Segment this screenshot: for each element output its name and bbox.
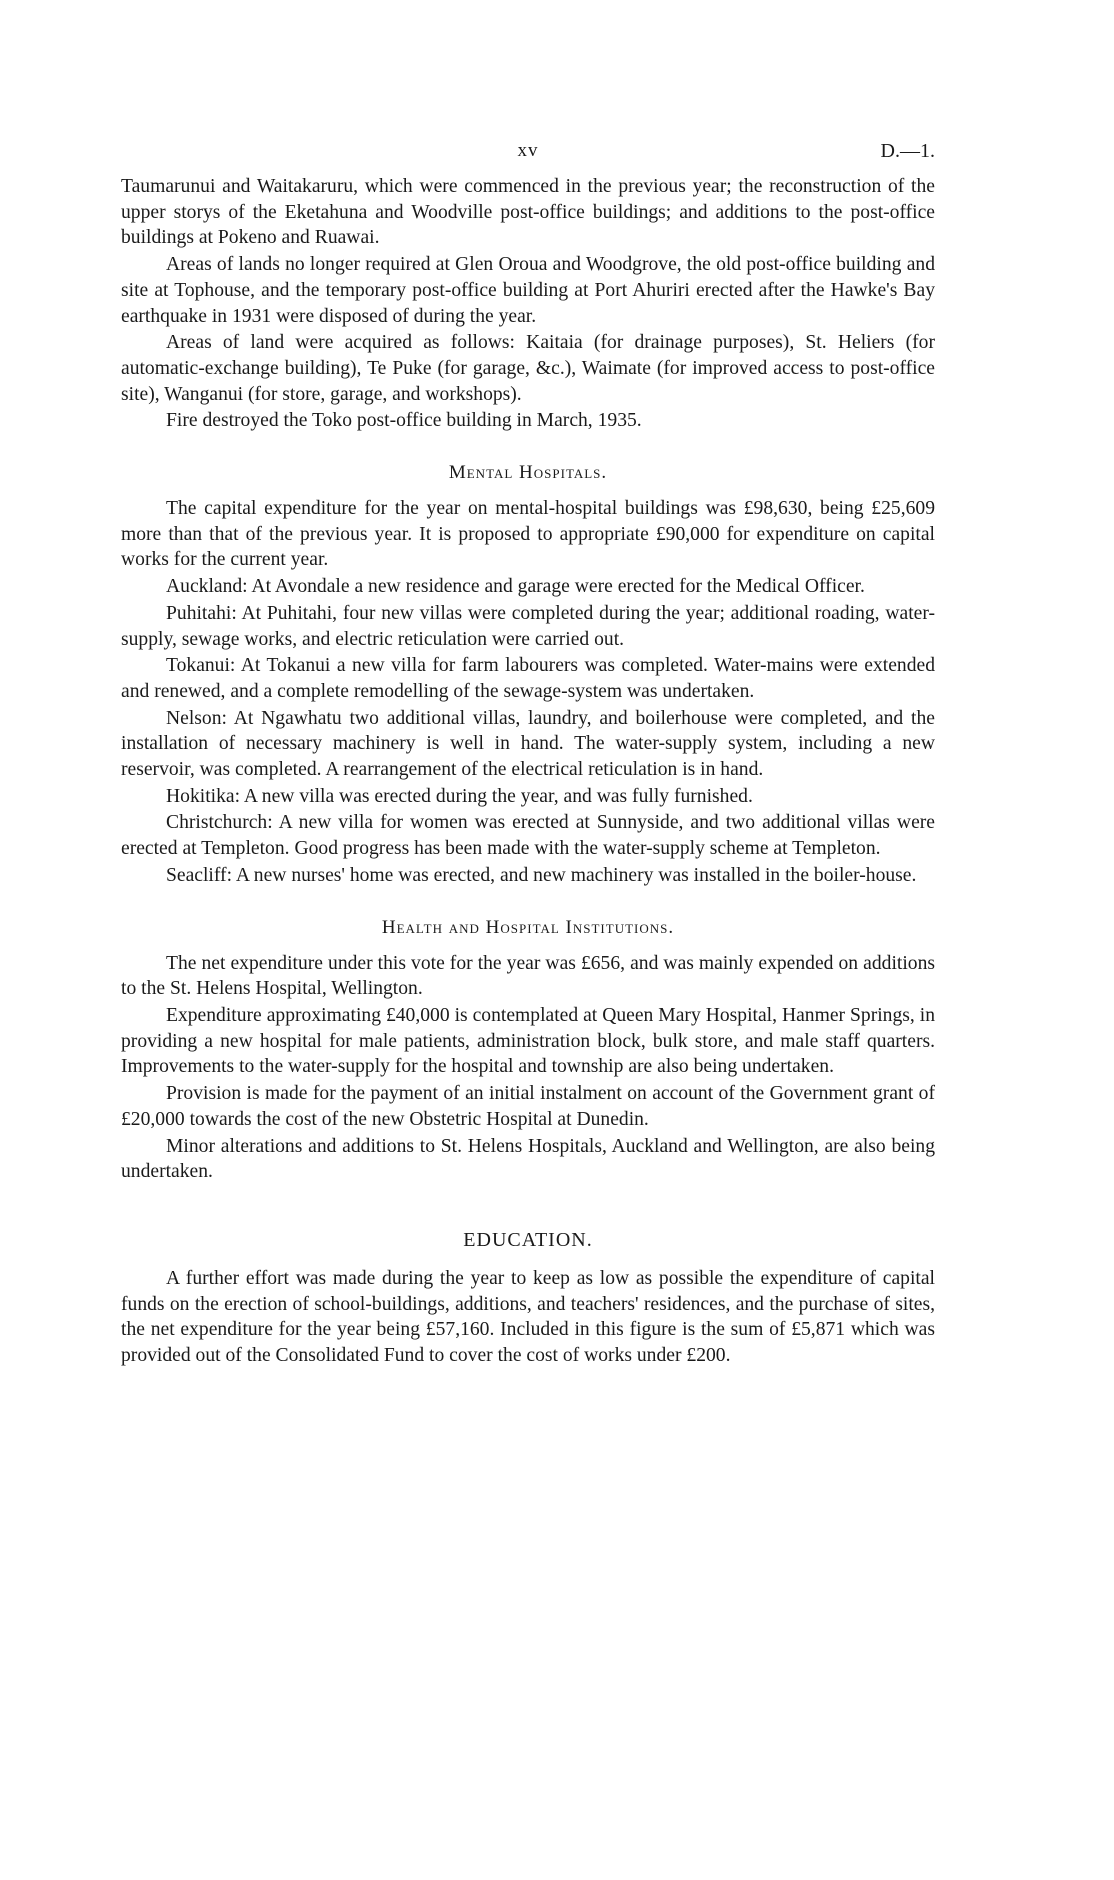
paragraph: Nelson: At Ngawhatu two additional villas, laundry, and boilerhouse were completed, and the installation of necessary machinery is well in hand. The water-supply system, including a new reservoir, was completed. A rearrangement of the electrical reticulation is in hand. bbox=[121, 707, 935, 781]
page-header bbox=[121, 140, 935, 174]
paragraph: The capital expenditure for the year on mental-hospital buildings was £98,630, being £25,609 more than that of the previous year. It is proposed to appropriate £90,000 for expenditure on capital works for the current year. bbox=[121, 498, 935, 571]
document-page bbox=[121, 140, 935, 1370]
education-section bbox=[121, 1229, 935, 1369]
paragraph: Hokitika: A new villa was erected during the year, and was fully furnished. bbox=[166, 785, 753, 807]
paragraph: Taumarunui and Waitakaruru, which were commenced in the previous year; the reconstruction of the upper storys of the Eketahuna and Woodville post-office buildings; and additions to the post-office buildings at Pokeno and Ruawai. bbox=[121, 176, 935, 249]
paragraph: Fire destroyed the Toko post-office building in March, 1935. bbox=[166, 410, 642, 432]
document-reference: D.—1. bbox=[880, 140, 935, 162]
section-heading: Mental Hospitals. bbox=[448, 462, 608, 484]
paragraph: A further effort was made during the year to keep as low as possible the expenditure of capital funds on the erection of school-buildings, additions, and teachers' residences, and the purchase of sites, the net expenditure for the year being £57,160. Included in this figure is the sum of £5,871 which was provided out of the Consolidated Fund to cover the cost of works under £200. bbox=[121, 1267, 935, 1367]
paragraph: Puhitahi: At Puhitahi, four new villas were completed during the year; additional roading, water-supply, sewage works, and electric reticulation were carried out. bbox=[121, 602, 935, 650]
paragraph: Minor alterations and additions to St. Helens Hospitals, Auckland and Wellington, are also being undertaken. bbox=[121, 1135, 935, 1183]
paragraph: Expenditure approximating £40,000 is contemplated at Queen Mary Hospital, Hanmer Springs, in providing a new hospital for male patients, administration block, bulk store, and male staff quarters. Improvements to the water-supply for the hospital and township are also being undertaken. bbox=[121, 1004, 935, 1078]
paragraph: Provision is made for the payment of an initial instalment on account of the Government grant of £20,000 towards the cost of the new Obstetric Hospital at Dunedin. bbox=[121, 1083, 935, 1130]
paragraph: Areas of land were acquired as follows: Kaitaia (for drainage purposes), St. Heliers (for automatic-exchange building), Te Puke (for garage, &c.), Waimate (for improved access to post-office site), Wanganui (for store, garage, and workshops). bbox=[121, 332, 935, 405]
paragraph: Christchurch: A new villa for women was erected at Sunnyside, and two additional villas were erected at Templeton. Good progress has been made with the water-supply scheme at Templeton. bbox=[121, 812, 935, 860]
section-heading: Health and Hospital Institutions. bbox=[381, 916, 675, 938]
health-institutions-section bbox=[121, 917, 935, 1185]
paragraph: Tokanui: At Tokanui a new villa for farm labourers was completed. Water-mains were extended and renewed, and a complete remodelling of the sewage-system was undertaken. bbox=[121, 655, 935, 702]
paragraph: Areas of lands no longer required at Glen Oroua and Woodgrove, the old post-office building and site at Tophouse, and the temporary post-office building at Port Ahuriri erected after the Hawke's Bay earthquake in 1931 were disposed of during the year. bbox=[121, 254, 935, 327]
page-number: xv bbox=[517, 140, 539, 161]
paragraph: Auckland: At Avondale a new residence and garage were erected for the Medical Officer. bbox=[166, 576, 865, 598]
paragraph: The net expenditure under this vote for the year was £656, and was mainly expended on additions to the St. Helens Hospital, Wellington. bbox=[121, 952, 935, 1000]
mental-hospitals-section bbox=[121, 462, 935, 889]
major-heading: EDUCATION. bbox=[463, 1228, 593, 1251]
intro-section bbox=[121, 174, 935, 434]
paragraph: Seacliff: A new nurses' home was erected, and new machinery was installed in the boiler-house. bbox=[166, 864, 917, 886]
